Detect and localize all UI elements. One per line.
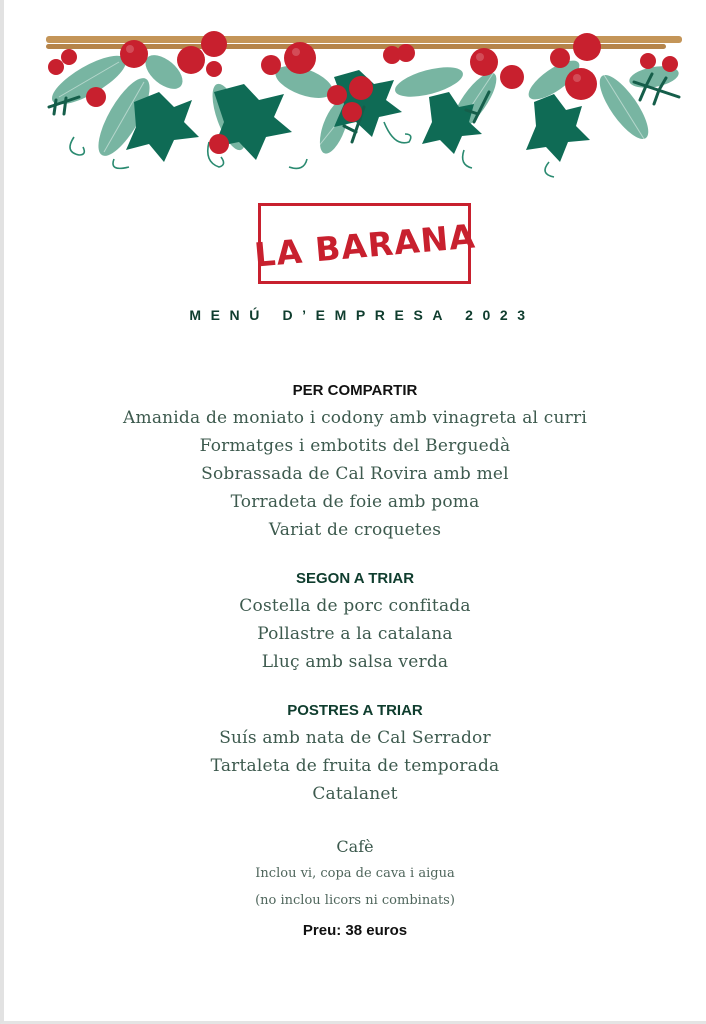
- dish-item: Lluç amb salsa verda: [261, 652, 449, 672]
- dish-item: Variat de croquetes: [268, 520, 442, 540]
- dish-item: Torradeta de foie amb poma: [230, 492, 480, 512]
- includes-note: Inclou vi, copa de cava i aigua: [255, 866, 455, 881]
- dish-item: Costella de porc confitada: [239, 596, 471, 616]
- excludes-note: (no inclou licors ni combinats): [255, 893, 455, 908]
- restaurant-logo: [252, 203, 477, 284]
- price-label: Preu: 38 euros: [302, 922, 408, 939]
- section-title: SEGON A TRIAR: [295, 570, 415, 587]
- menu-footer: [4, 834, 706, 939]
- section-per-compartir: [4, 380, 706, 544]
- dish-item: Sobrassada de Cal Rovira amb mel: [201, 464, 509, 484]
- cafe-label: Cafè: [336, 837, 374, 856]
- dish-item: Suís amb nata de Cal Serrador: [219, 728, 491, 748]
- dish-item: Catalanet: [312, 784, 398, 804]
- menu-body: [4, 380, 706, 939]
- logo-text: LA BARANA: [252, 216, 477, 275]
- menu-subtitle: MENÚ D’EMPRESA 2023: [189, 307, 535, 323]
- section-segon-a-triar: [4, 568, 706, 676]
- dish-item: Tartaleta de fruita de temporada: [210, 756, 500, 776]
- section-title: POSTRES A TRIAR: [287, 702, 423, 719]
- holly-garland-icon: [34, 22, 694, 192]
- dish-item: Amanida de moniato i codony amb vinagreta al curri: [123, 408, 587, 428]
- dish-item: Formatges i embotits del Berguedà: [199, 436, 511, 456]
- section-postres-a-triar: [4, 700, 706, 808]
- section-title: PER COMPARTIR: [292, 382, 418, 399]
- dish-item: Pollastre a la catalana: [257, 624, 453, 644]
